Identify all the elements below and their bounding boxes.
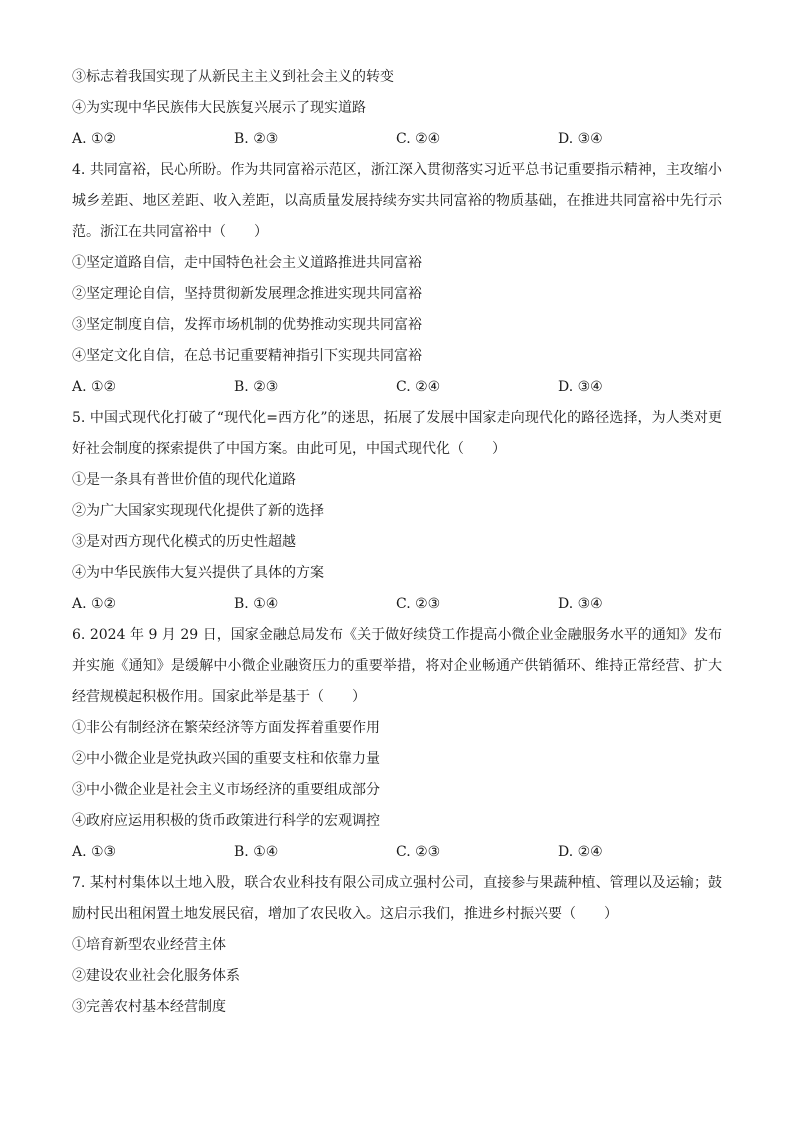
q5-option-4: ④为中华民族伟大复兴提供了具体的方案 — [72, 565, 324, 581]
q6-choice-a: A. ①③ — [72, 844, 117, 860]
q4-stem: 4. 共同富裕，民心所盼。作为共同富裕示范区，浙江深入贯彻落实习近平总书记重要指示精神，主攻缩小城乡差距、地区差距、收入差距，以高质量发展持续夯实共同富裕的物质基础，在推进共同富裕中先行示范。浙江在共同富裕中（ ） — [72, 162, 722, 240]
q5-option-1: ①是一条具有普世价值的现代化道路 — [72, 472, 296, 488]
q3-choices — [72, 124, 722, 155]
q7-option-2: ②建设农业社会化服务体系 — [72, 968, 240, 984]
q5-choices — [72, 589, 722, 620]
q6-choices — [72, 837, 722, 868]
q5-option-3: ③是对西方现代化模式的历史性超越 — [72, 534, 296, 550]
q6-choice-c: C. ②③ — [396, 844, 441, 860]
q4-option-2: ②坚定理论自信，坚持贯彻新发展理念推进实现共同富裕 — [72, 286, 422, 302]
q5-choice-b: B. ①④ — [234, 596, 279, 612]
q6-choice-d: D. ②④ — [558, 844, 603, 860]
q5-choice-c: C. ②③ — [396, 596, 441, 612]
q7-option-3: ③完善农村基本经营制度 — [72, 999, 226, 1015]
q4-choice-b: B. ②③ — [234, 379, 279, 395]
q4-option-3: ③坚定制度自信，发挥市场机制的优势推动实现共同富裕 — [72, 317, 422, 333]
q5-choice-a: A. ①② — [72, 596, 117, 612]
q3-choice-d: D. ③④ — [558, 131, 603, 147]
question-7 — [72, 868, 722, 1023]
q6-stem: 6. 2024 年 9 月 29 日，国家金融总局发布《关于做好续贷工作提高小微企业金融服务水平的通知》发布并实施《通知》是缓解中小微企业融资压力的重要举措，将对企业畅通产供销循环、维持正常经营、扩大经营规模起积极作用。国家此举是基于（ ） — [72, 627, 722, 705]
q4-choice-a: A. ①② — [72, 379, 117, 395]
q7-stem: 7. 某村村集体以土地入股，联合农业科技有限公司成立强村公司，直接参与果蔬种植、管理以及运输；鼓励村民出租闲置土地发展民宿，增加了农民收入。这启示我们，推进乡村振兴要（ ） — [72, 875, 722, 922]
q6-option-4: ④政府应运用积极的货币政策进行科学的宏观调控 — [72, 813, 380, 829]
q5-stem: 5. 中国式现代化打破了“现代化=西方化”的迷思，拓展了发展中国家走向现代化的路径选择，为人类对更好社会制度的探索提供了中国方案。由此可见，中国式现代化（ ） — [72, 410, 722, 457]
q7-option-1: ①培育新型农业经营主体 — [72, 937, 226, 953]
q6-option-2: ②中小微企业是党执政兴国的重要支柱和依靠力量 — [72, 751, 380, 767]
q4-choice-d: D. ③④ — [558, 379, 603, 395]
q4-choices — [72, 372, 722, 403]
question-5 — [72, 403, 722, 620]
q3-option-4: ④为实现中华民族伟大民族复兴展示了现实道路 — [72, 100, 366, 116]
question-3-continuation — [72, 62, 722, 155]
question-4 — [72, 155, 722, 403]
q3-choice-c: C. ②④ — [396, 131, 441, 147]
exam-page — [72, 62, 722, 1023]
q6-choice-b: B. ①④ — [234, 844, 279, 860]
q5-option-2: ②为广大国家实现现代化提供了新的选择 — [72, 503, 324, 519]
q3-choice-b: B. ②③ — [234, 131, 279, 147]
q4-option-1: ①坚定道路自信，走中国特色社会主义道路推进共同富裕 — [72, 255, 422, 271]
question-6 — [72, 620, 722, 868]
q4-choice-c: C. ②④ — [396, 379, 441, 395]
q3-option-3: ③标志着我国实现了从新民主主义到社会主义的转变 — [72, 69, 394, 85]
q3-choice-a: A. ①② — [72, 131, 117, 147]
q5-choice-d: D. ③④ — [558, 596, 603, 612]
q6-option-1: ①非公有制经济在繁荣经济等方面发挥着重要作用 — [72, 720, 380, 736]
q6-option-3: ③中小微企业是社会主义市场经济的重要组成部分 — [72, 782, 380, 798]
q4-option-4: ④坚定文化自信，在总书记重要精神指引下实现共同富裕 — [72, 348, 422, 364]
